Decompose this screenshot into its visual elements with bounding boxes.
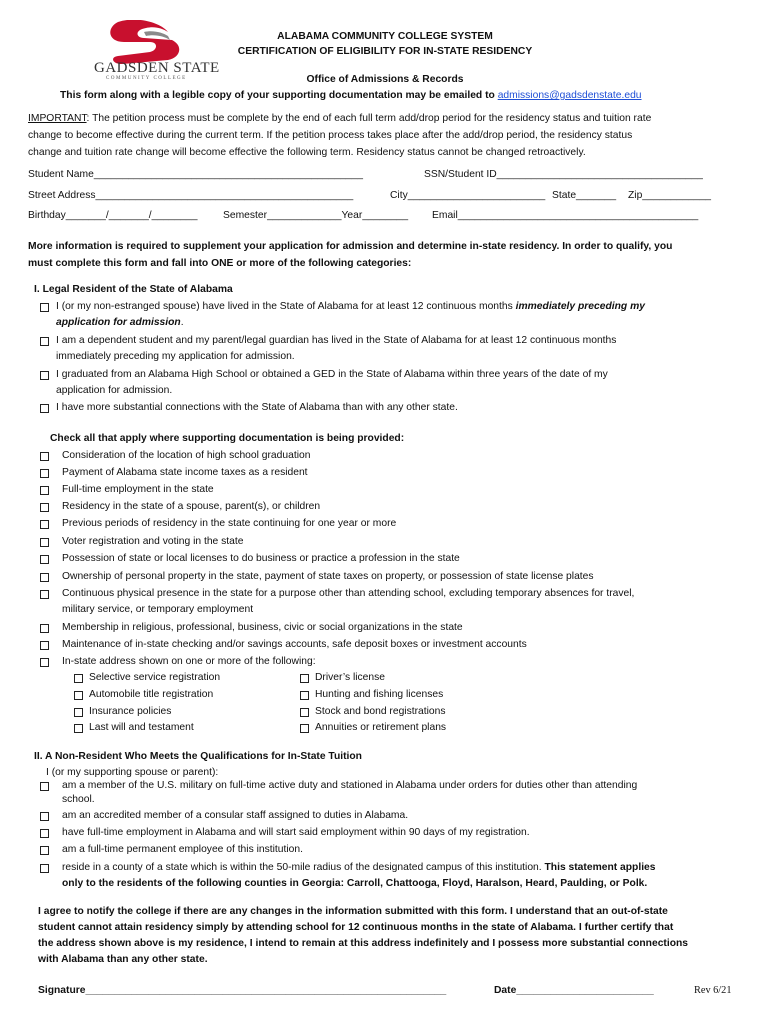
zip-field[interactable]: Zip____________ [628, 190, 712, 201]
docs-item-checkbox[interactable] [40, 452, 49, 461]
docs-item-text: In-state address shown on one or more of the following: [62, 656, 316, 667]
signature-field[interactable]: Signature_______________________________________________________________ [38, 985, 447, 996]
student-name-field[interactable]: Student Name_______________________________________________ [28, 169, 363, 180]
agreement-line-3: the address shown above is my residence, I intend to remain at this address indefinitely and I possess more substantial connections [38, 938, 689, 949]
birthday-field[interactable]: Birthday_______/_______/________ [28, 210, 198, 221]
gadsden-state-logo [88, 20, 220, 82]
important-line-3: change and tuition rate change will become effective the following term. Residency status cannot be changed retroactively. [28, 147, 586, 158]
docs-sub-checkbox[interactable] [300, 674, 309, 683]
docs-item-text: Payment of Alabama state income taxes as a resident [62, 467, 308, 478]
date-field[interactable]: Date________________________ [494, 985, 654, 996]
s2-item1-checkbox[interactable] [40, 782, 49, 791]
docs-item-text: Membership in religious, professional, business, civic or social organizations in the state [62, 622, 463, 633]
office-title: Office of Admissions & Records [306, 74, 464, 85]
docs-item-text: Consideration of the location of high school graduation [62, 450, 311, 461]
docs-sub-text: Automobile title registration [89, 689, 214, 700]
docs-item-text: Possession of state or local licenses to do business or practice a profession in the state [62, 553, 460, 564]
important-text-1: : The petition process must be complete by the end of each full term add/drop period for the residency status and tuition rate [86, 113, 652, 124]
docs-item-text-cont: military service, or temporary employment [62, 604, 254, 615]
important-label: IMPORTANT [28, 113, 87, 124]
s1-item3-text-2: application for admission. [56, 385, 173, 396]
intro-line-1: More information is required to supplement your application for admission and determine in-state residency. In order to qualify, you [28, 241, 673, 252]
docs-sub-text: Insurance policies [89, 706, 172, 717]
docs-sub-text: Selective service registration [89, 672, 221, 683]
docs-item-text: Full-time employment in the state [62, 484, 214, 495]
docs-sub-text: Last will and testament [89, 722, 194, 733]
docs-item-checkbox[interactable] [40, 469, 49, 478]
docs-item-checkbox[interactable] [40, 590, 49, 599]
docs-sub-checkbox[interactable] [300, 691, 309, 700]
s2-item3-text: have full-time employment in Alabama and will start said employment within 90 days of my registration. [62, 827, 530, 838]
docs-sub-text: Driver’s license [315, 672, 386, 683]
email-instruction-text: This form along with a legible copy of your supporting documentation may be emailed to [60, 90, 495, 101]
s2-item4-checkbox[interactable] [40, 846, 49, 855]
s1-item2-checkbox[interactable] [40, 337, 49, 346]
docs-item-checkbox[interactable] [40, 573, 49, 582]
email-instruction [60, 90, 642, 101]
important-line-1 [28, 112, 651, 126]
semester-year-field[interactable]: Semester_____________Year________ [223, 210, 409, 221]
s2-item5-text-2: only to the residents of the following counties in Georgia: Carroll, Chattooga, Floyd, Haralson, Heard, Paulding, or Polk. [62, 878, 648, 889]
docs-sub-checkbox[interactable] [74, 724, 83, 733]
s1-item2-text-2: immediately preceding my application for admission. [56, 351, 295, 362]
s1-item1-text-2: application for admission. [56, 317, 184, 328]
s1-item4-checkbox[interactable] [40, 404, 49, 413]
docs-heading: Check all that apply where supporting documentation is being provided: [50, 433, 405, 444]
docs-sub-checkbox[interactable] [74, 708, 83, 717]
s2-item5-a: reside in a county of a state which is within the 50-mile radius of the designated campus of this institution. [62, 862, 545, 873]
s2-item5-checkbox[interactable] [40, 864, 49, 873]
docs-item-text: Previous periods of residency in the state continuing for one year or more [62, 518, 397, 529]
docs-item-checkbox[interactable] [40, 555, 49, 564]
docs-item-text: Continuous physical presence in the state for a purpose other than attending school, excluding temporary absences for travel, [62, 588, 635, 599]
s2-item5-b: This statement applies [544, 862, 656, 873]
s1-item1-a: I (or my non-estranged spouse) have lived in the State of Alabama for at least 12 continuous months [56, 301, 516, 312]
docs-item-text: Maintenance of in-state checking and/or savings accounts, safe deposit boxes or investment accounts [62, 639, 527, 650]
docs-sub-checkbox[interactable] [74, 674, 83, 683]
city-field[interactable]: City________________________ [390, 190, 546, 201]
docs-sub-text: Hunting and fishing licenses [315, 689, 444, 700]
s2-item2-text: am an accredited member of a consular staff assigned to duties in Alabama. [62, 810, 409, 821]
docs-sub-checkbox[interactable] [300, 724, 309, 733]
docs-item-checkbox[interactable] [40, 486, 49, 495]
docs-item-text: Ownership of personal property in the state, payment of state taxes on property, or possession of state license plates [62, 571, 594, 582]
s2-item1-text: am a member of the U.S. military on full-time active duty and stationed in Alabama under orders for duties other than attending [62, 780, 638, 791]
s2-item3-checkbox[interactable] [40, 829, 49, 838]
s1-item3-text: I graduated from an Alabama High School or obtained a GED in the State of Alabama within three years of the date of my [56, 369, 608, 380]
system-title: ALABAMA COMMUNITY COLLEGE SYSTEM [277, 31, 493, 42]
s1-item1-checkbox[interactable] [40, 303, 49, 312]
s2-item4-text: am a full-time permanent employee of this institution. [62, 844, 303, 855]
logo-subtitle: COMMUNITY COLLEGE [106, 76, 187, 81]
state-field[interactable]: State_______ [552, 190, 617, 201]
s2-item1-text-2: school. [62, 794, 95, 805]
docs-item-text: Residency in the state of a spouse, parent(s), or children [62, 501, 321, 512]
important-line-2: change to become effective during the current term. If the petition process takes place after the add/drop period, the residency status [28, 130, 633, 141]
agreement-line-1: I agree to notify the college if there are any changes in the information submitted with this form. I understand that an out-of-state [38, 906, 668, 917]
revision-label: Rev 6/21 [694, 985, 732, 996]
docs-item-checkbox[interactable] [40, 520, 49, 529]
s1-item1-text [56, 300, 645, 314]
s1-item1-b: immediately preceding my [515, 301, 645, 312]
docs-item-checkbox[interactable] [40, 503, 49, 512]
docs-sub-checkbox[interactable] [74, 691, 83, 700]
admissions-email-link[interactable]: admissions@gadsdenstate.edu [497, 90, 642, 101]
logo-name: GADSDEN STATE [94, 60, 220, 76]
section-2-lead: I (or my supporting spouse or parent): [46, 767, 219, 778]
form-title: CERTIFICATION OF ELIGIBILITY FOR IN-STATE RESIDENCY [237, 46, 533, 57]
agreement-line-4: with Alabama than any other state. [38, 954, 208, 965]
s2-item5-text [62, 861, 656, 875]
docs-item-checkbox[interactable] [40, 658, 49, 667]
docs-sub-text: Stock and bond registrations [315, 706, 446, 717]
s1-item2-text: I am a dependent student and my parent/legal guardian has lived in the State of Alabama for at least 12 continuous months [56, 335, 617, 346]
s1-item1-c: application for admission [56, 317, 181, 328]
section-2-heading: II. A Non-Resident Who Meets the Qualifications for In-State Tuition [34, 751, 362, 762]
s1-item3-checkbox[interactable] [40, 371, 49, 380]
docs-item-text: Voter registration and voting in the state [62, 536, 244, 547]
docs-sub-text: Annuities or retirement plans [315, 722, 447, 733]
street-address-field[interactable]: Street Address_____________________________________________ [28, 190, 354, 201]
docs-item-checkbox[interactable] [40, 641, 49, 650]
email-field[interactable]: Email__________________________________________ [432, 210, 699, 221]
section-1-heading: I. Legal Resident of the State of Alabama [34, 284, 233, 295]
docs-item-checkbox[interactable] [40, 538, 49, 547]
agreement-line-2: student cannot attain residency simply by attending school for 12 continuous months in the state of Alabama. I further certify that [38, 922, 674, 933]
s1-item4-text: I have more substantial connections with the State of Alabama than with any other state. [56, 402, 458, 413]
ssn-field[interactable]: SSN/Student ID____________________________________ [424, 169, 703, 180]
s2-item2-checkbox[interactable] [40, 812, 49, 821]
docs-sub-checkbox[interactable] [300, 708, 309, 717]
docs-item-checkbox[interactable] [40, 624, 49, 633]
intro-line-2: must complete this form and fall into ONE or more of the following categories: [28, 258, 412, 269]
